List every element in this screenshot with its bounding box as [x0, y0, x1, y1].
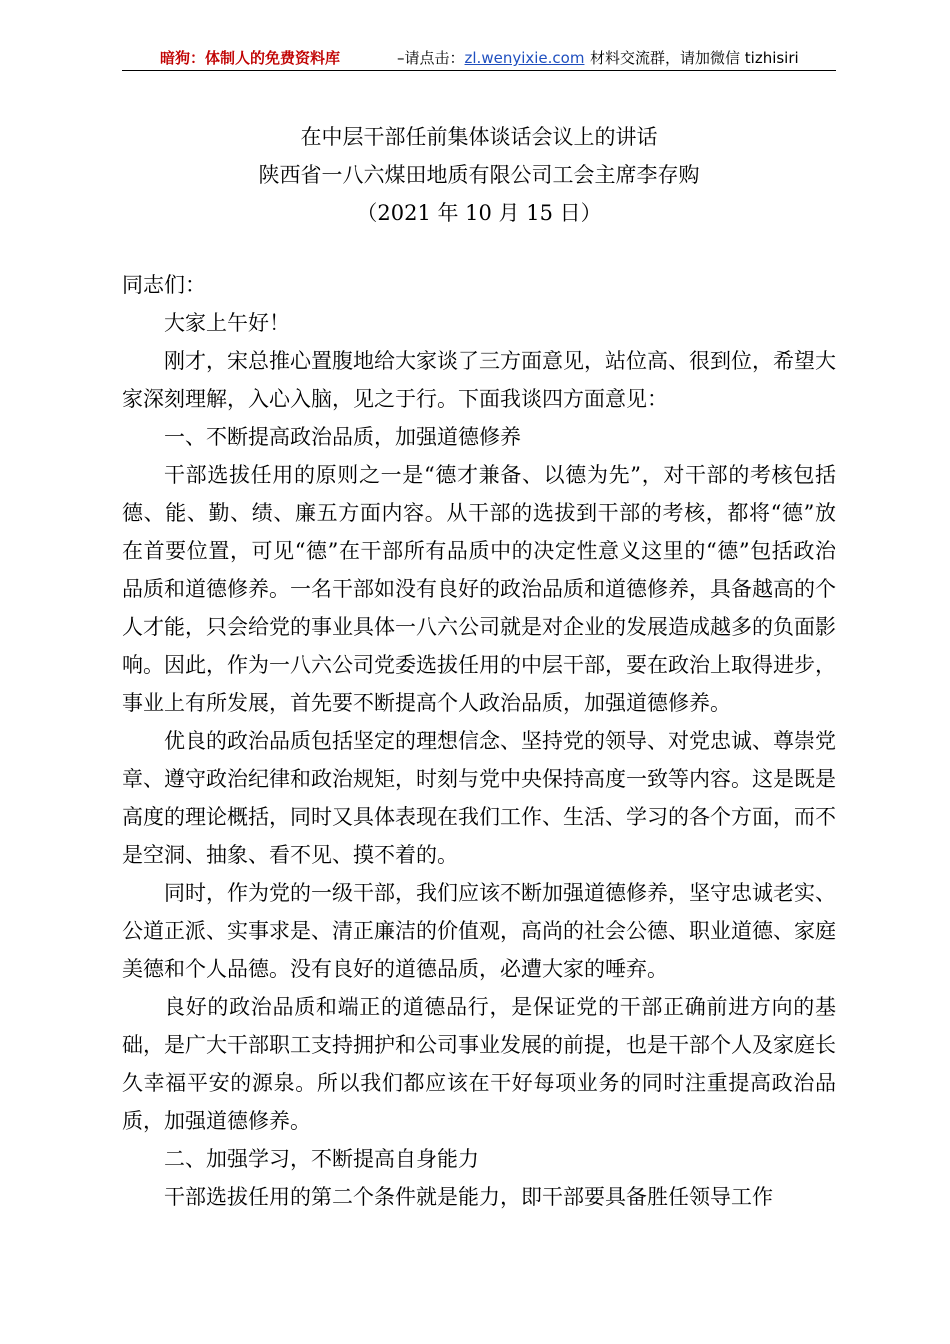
section-heading: 一、不断提高政治品质，加强道德修养: [164, 425, 521, 449]
document-title-block: [122, 118, 836, 232]
paragraph: 良好的政治品质和端正的道德品行，是保证党的干部正确前进方向的基础，是广大干部职工支持拥护和公司事业发展的前提，也是干部个人及家庭长久幸福平安的源泉。所以我们都应该在干好每项业务的同时注重提高政治品质，加强道德修养。: [122, 995, 836, 1133]
paragraph: 干部选拔任用的原则之一是“德才兼备、以德为先”，对干部的考核包括德、能、勤、绩、廉五方面内容。从干部的选拔到干部的考核，都将“德”放在首要位置，可见“德”在干部所有品质中的决定性意义这里的“德”包括政治品质和道德修养。一名干部如没有良好的政治品质和道德修养，具备越高的个人才能，只会给党的事业具体一八六公司就是对企业的发展造成越多的负面影响。因此，作为一八六公司党委选拔任用的中层干部，要在政治上取得进步，事业上有所发展，首先要不断提高个人政治品质，加强道德修养。: [122, 463, 836, 715]
paragraph: 大家上午好！: [164, 311, 290, 335]
header-link[interactable]: zl.wenyixie.com: [464, 49, 585, 67]
document-date: （2021 年 10 月 15 日）: [356, 201, 602, 225]
document-title: 在中层干部任前集体谈话会议上的讲话: [300, 125, 658, 149]
header-click-prompt: [397, 46, 584, 70]
paragraph: 刚才，宋总推心置腹地给大家谈了三方面意见，站位高、很到位，希望大家深刻理解，入心入脑，见之于行。下面我谈四方面意见：: [122, 349, 836, 411]
section-heading: 二、加强学习，不断提高自身能力: [164, 1147, 479, 1171]
salutation: 同志们：: [122, 273, 206, 297]
header-divider: [122, 70, 836, 71]
page-header: [122, 46, 836, 70]
paragraph: 干部选拔任用的第二个条件就是能力，即干部要具备胜任领导工作: [164, 1185, 773, 1209]
paragraph: 同时，作为党的一级干部，我们应该不断加强道德修养，坚守忠诚老实、公道正派、实事求是、清正廉洁的价值观，高尚的社会公德、职业道德、家庭美德和个人品德。没有良好的道德品质，必遭大家的唾弃。: [122, 881, 836, 981]
header-click-label: –请点击：: [397, 49, 465, 67]
header-group-note: 材料交流群，请加微信 tizhisiri: [590, 49, 799, 67]
document-speaker: 陕西省一八六煤田地质有限公司工会主席李存购: [258, 163, 700, 187]
paragraph: 优良的政治品质包括坚定的理想信念、坚持党的领导、对党忠诚、尊崇党章、遵守政治纪律和政治规矩，时刻与党中央保持高度一致等内容。这是既是高度的理论概括，同时又具体表现在我们工作、生活、学习的各个方面，而不是空洞、抽象、看不见、摸不着的。: [122, 729, 836, 867]
header-brand: 暗狗：体制人的免费资料库: [160, 49, 341, 67]
document-body: [122, 266, 836, 1216]
